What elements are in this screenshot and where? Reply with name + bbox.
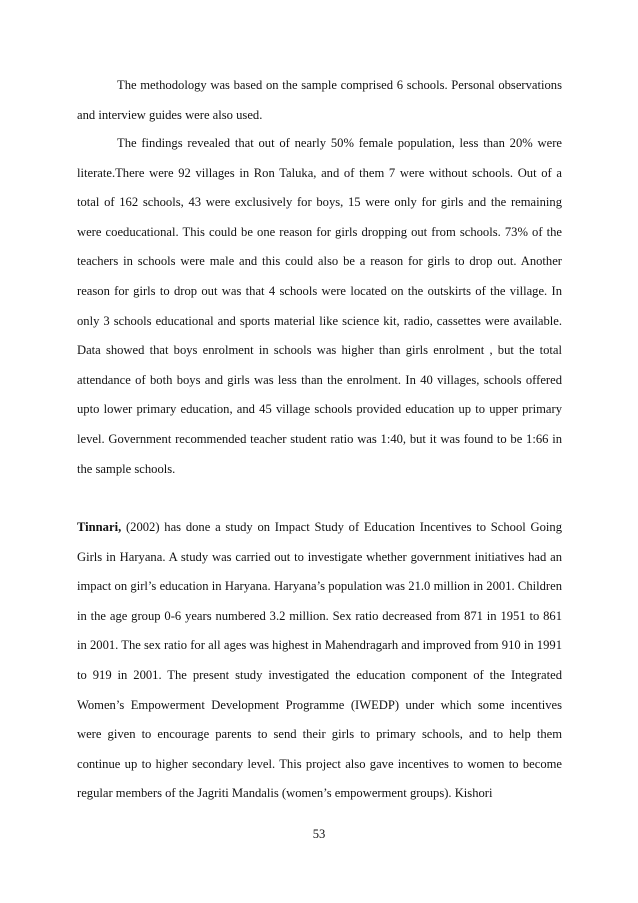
tinnari-body: (2002) has done a study on Impact Study of Education Incentives to School Going Girls in Haryana. A study was carried out to investigate whether government initiatives had an impact on girl’s education in Haryana. Haryana’s population was 21.0 million in 2001. Children in the age group 0-6 years numbered 3.2 million. Sex ratio decreased from 871 in 1951 to 861 in 2001. The sex ratio for all ages was highest in Mahendragarh and improved from 910 in 1991 to 919 in 2001. The present study investigated the education component of the Integrated Women’s Empowerment Development Programme (IWEDP) under which some incentives were given to encourage parents to send their girls to primary schools, and to help them continue up to higher secondary level. This project also gave incentives to women to become regular members of the Jagriti Mandalis (women’s empowerment groups). Kishori (77, 520, 562, 801)
tinnari-paragraph (77, 513, 562, 809)
tinnari-text (77, 513, 562, 809)
methodology-paragraph (77, 71, 562, 130)
findings-text: The findings revealed that out of nearly 50% female population, less than 20% were literate.There were 92 villages in Ron Taluka, and of them 7 were without schools. Out of a total of 162 schools, 43 were exclusively for boys, 15 were only for girls and the remaining were coeducational. This could be one reason for girls dropping out from schools. 73% of the teachers in schools were male and this could also be a reason for girls to drop out. Another reason for girls to drop out was that 4 schools were located on the outskirts of the village. In only 3 schools educational and sports material like science kit, radio, cassettes were available. Data showed that boys enrolment in schools was higher than girls enrolment , but the total attendance of both boys and girls was less than the enrolment. In 40 villages, schools offered upto lower primary education, and 45 village schools provided education up to upper primary level. Government recommended teacher student ratio was 1:40, but it was found to be 1:66 in the sample schools. (77, 136, 562, 476)
author-name: Tinnari, (77, 520, 122, 534)
findings-paragraph (77, 129, 562, 484)
page-number: 53 (312, 827, 326, 841)
methodology-text: The methodology was based on the sample comprised 6 schools. Personal observations and interview guides were also used. (77, 78, 562, 122)
